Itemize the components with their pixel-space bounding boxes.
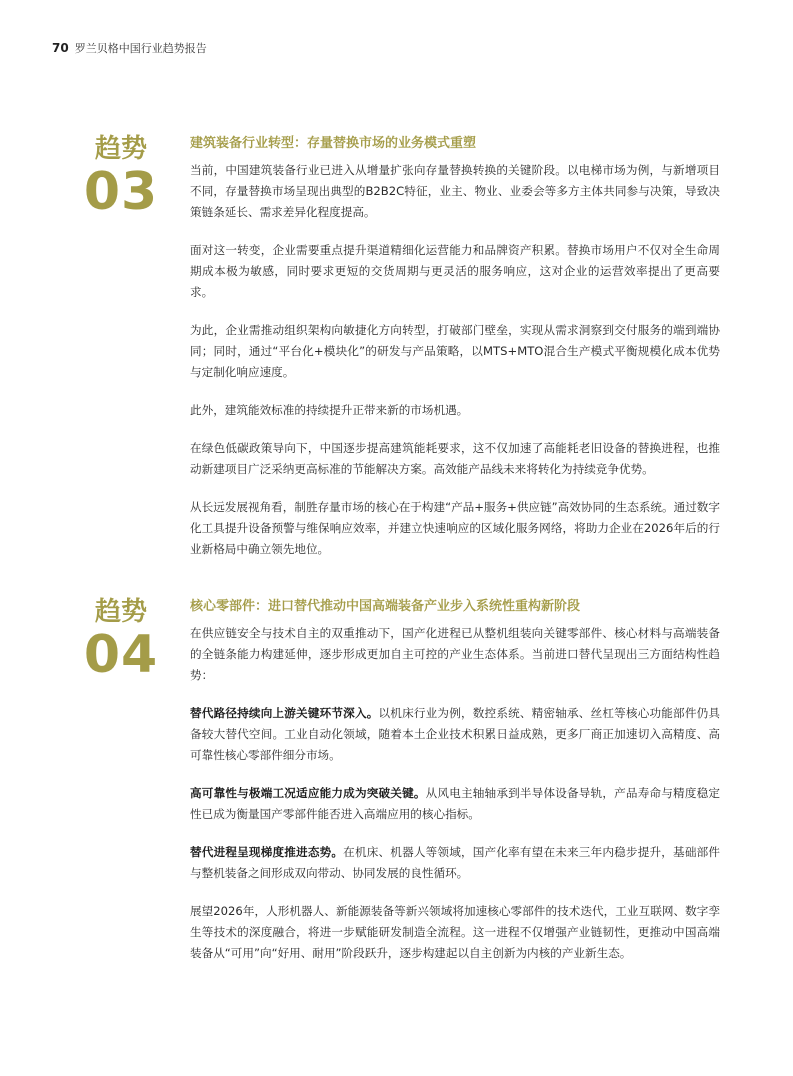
- paragraph: 当前，中国建筑装备行业已进入从增量扩张向存量替换转换的关键阶段。以电梯市场为例，与新增项目不同，存量替换市场呈现出典型的B2B2C特征，业主、物业、业委会等多方主体共同参与决策，导致决策链条延长、需求差异化程度提高。: [190, 163, 720, 219]
- paragraph-lead: 高可靠性与极端工况适应能力成为突破关键。: [190, 786, 426, 800]
- trend-word: 趋势: [94, 597, 147, 627]
- paragraph: 高可靠性与极端工况适应能力成为突破关键。从风电主轴轴承到半导体设备导轨，产品寿命与精度稳定性已成为衡量国产零部件能否进入高端应用的核心指标。: [190, 786, 720, 821]
- trend-word: 趋势: [94, 134, 147, 164]
- paragraph-lead: 替代进程呈现梯度推进态势。: [190, 845, 344, 859]
- paragraph: 在绿色低碳政策导向下，中国逐步提高建筑能耗要求，这不仅加速了高能耗老旧设备的替换进程，也推动新建项目广泛采纳更高标准的节能解决方案。高效能产品线未来将转化为持续竞争优势。: [190, 441, 720, 476]
- trend-title: 建筑装备行业转型：存量替换市场的业务模式重塑: [190, 136, 477, 151]
- trend-label: [78, 597, 164, 683]
- trend-number: 04: [83, 625, 159, 685]
- page-header: [52, 40, 207, 60]
- report-title: 罗兰贝格中国行业趋势报告: [74, 42, 207, 55]
- paragraph: 替代路径持续向上游关键环节深入。以机床行业为例，数控系统、精密轴承、丝杠等核心功能部件仍具备较大替代空间。工业自动化领域，随着本土企业技术积累日益成熟，更多厂商正加速切入高精度、高可靠性核心零部件细分市场。: [190, 706, 720, 762]
- paragraph: 面对这一转变，企业需要重点提升渠道精细化运营能力和品牌资产积累。替换市场用户不仅对全生命周期成本极为敏感，同时要求更短的交货周期与更灵活的服务响应，这对企业的运营效率提出了更高要求。: [190, 243, 720, 299]
- trend-body: [190, 597, 720, 981]
- paragraph: 替代进程呈现梯度推进态势。在机床、机器人等领域，国产化率有望在未来三年内稳步提升，基础部件与整机装备之间形成双向带动、协同发展的良性循环。: [190, 845, 720, 880]
- page-number: 70: [52, 41, 69, 55]
- trend-number: 03: [83, 162, 159, 222]
- paragraph: 为此，企业需推动组织架构向敏捷化方向转型，打破部门壁垒，实现从需求洞察到交付服务的端到端协同；同时，通过“平台化+模块化”的研发与产品策略，以MTS+MTO混合生产模式平衡规模化成本优势与定制化响应速度。: [190, 323, 720, 379]
- paragraph: 展望2026年，人形机器人、新能源装备等新兴领域将加速核心零部件的技术迭代，工业互联网、数字孪生等技术的深度融合，将进一步赋能研发制造全流程。这一进程不仅增强产业链韧性，更推动中国高端装备从“可用”向“好用、耐用”阶段跃升，逐步构建起以自主创新为内核的产业新生态。: [190, 904, 720, 960]
- trend-body: [190, 134, 720, 577]
- paragraph: 在供应链安全与技术自主的双重推动下，国产化进程已从整机组装向关键零部件、核心材料与高端装备的全链条能力构建延伸，逐步形成更加自主可控的产业生态体系。当前进口替代呈现出三方面结构性趋势：: [190, 626, 720, 682]
- paragraph: 从长远发展视角看，制胜存量市场的核心在于构建“产品+服务+供应链”高效协同的生态系统。通过数字化工具提升设备预警与维保响应效率，并建立快速响应的区域化服务网络，将助力企业在2026年后的行业新格局中确立领先地位。: [190, 500, 720, 556]
- paragraph-lead: 替代路径持续向上游关键环节深入。: [190, 706, 379, 720]
- paragraph: 此外，建筑能效标准的持续提升正带来新的市场机遇。: [190, 403, 469, 417]
- trend-label: [78, 134, 164, 220]
- trend-title: 核心零部件：进口替代推动中国高端装备产业步入系统性重构新阶段: [190, 599, 581, 614]
